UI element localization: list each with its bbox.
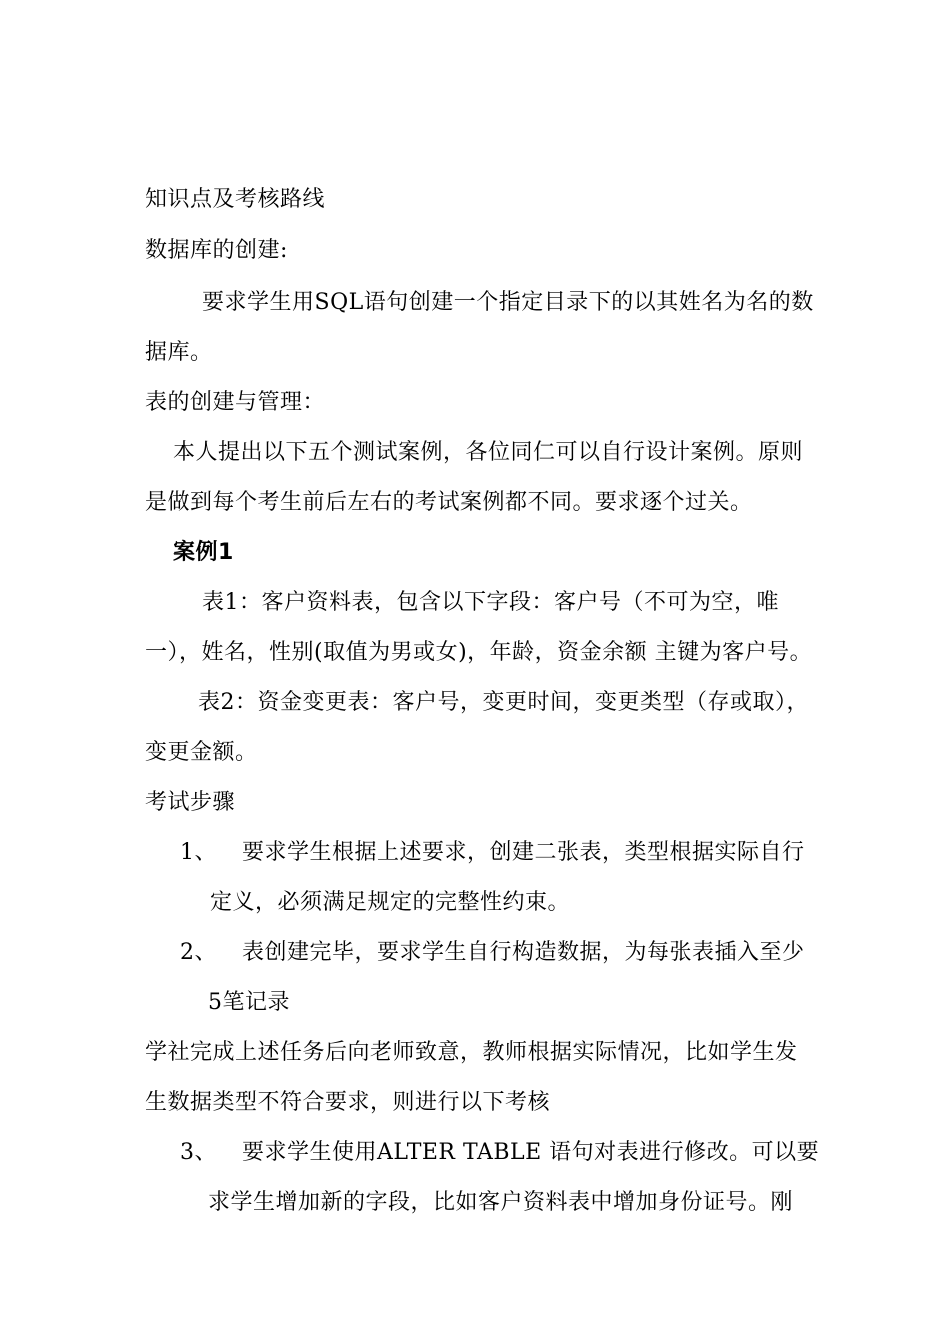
step-1-line-2: 定义，必须满足规定的完整性约束。 — [210, 890, 571, 915]
step-3 — [180, 1140, 819, 1166]
table-section-title: 表的创建与管理： — [145, 390, 326, 415]
table2-line-1: 表2：资金变更表：客户号，变更时间，变更类型（存或取）， — [198, 690, 809, 715]
step-2-number: 2、 — [180, 940, 217, 965]
step-1 — [180, 840, 805, 866]
step-1-number: 1、 — [180, 840, 217, 865]
step-3-number: 3、 — [180, 1140, 217, 1165]
db-section-title: 数据库的创建: — [145, 238, 288, 263]
case-title: 案例1 — [173, 540, 234, 565]
table1-line-2: 一），姓名，性别(取值为男或女)，年龄，资金余额 主键为客户号。 — [145, 640, 813, 665]
step-3-line-2: 求学生增加新的字段，比如客户资料表中增加身份证号。刚 — [208, 1190, 794, 1215]
intro-line-1: 本人提出以下五个测试案例，各位同仁可以自行设计案例。原则 — [173, 440, 804, 465]
steps-title: 考试步骤 — [145, 790, 236, 815]
paragraph-line-1: 学社完成上述任务后向老师致意，教师根据实际情况，比如学生发 — [145, 1040, 798, 1065]
step-2-line-1: 表创建完毕，要求学生自行构造数据，为每张表插入至少 — [242, 940, 805, 965]
heading: 知识点及考核路线 — [145, 187, 326, 212]
step-3-line-1: 要求学生使用ALTER TABLE 语句对表进行修改。可以要 — [242, 1140, 820, 1165]
table2-line-2: 变更金额。 — [145, 740, 258, 765]
step-2-line-2: 5笔记录 — [208, 990, 290, 1015]
db-requirement-line-1: 要求学生用SQL语句创建一个指定目录下的以其姓名为名的数 — [202, 290, 814, 315]
db-requirement-line-2: 据库。 — [145, 340, 213, 365]
paragraph-line-2: 生数据类型不符合要求，则进行以下考核 — [145, 1090, 551, 1115]
step-1-line-1: 要求学生根据上述要求，创建二张表，类型根据实际自行 — [242, 840, 805, 865]
step-2 — [180, 940, 805, 966]
intro-line-2: 是做到每个考生前后左右的考试案例都不同。要求逐个过关。 — [145, 490, 753, 515]
table1-line-1: 表1：客户资料表，包含以下字段：客户号（不可为空，唯 — [202, 590, 779, 615]
